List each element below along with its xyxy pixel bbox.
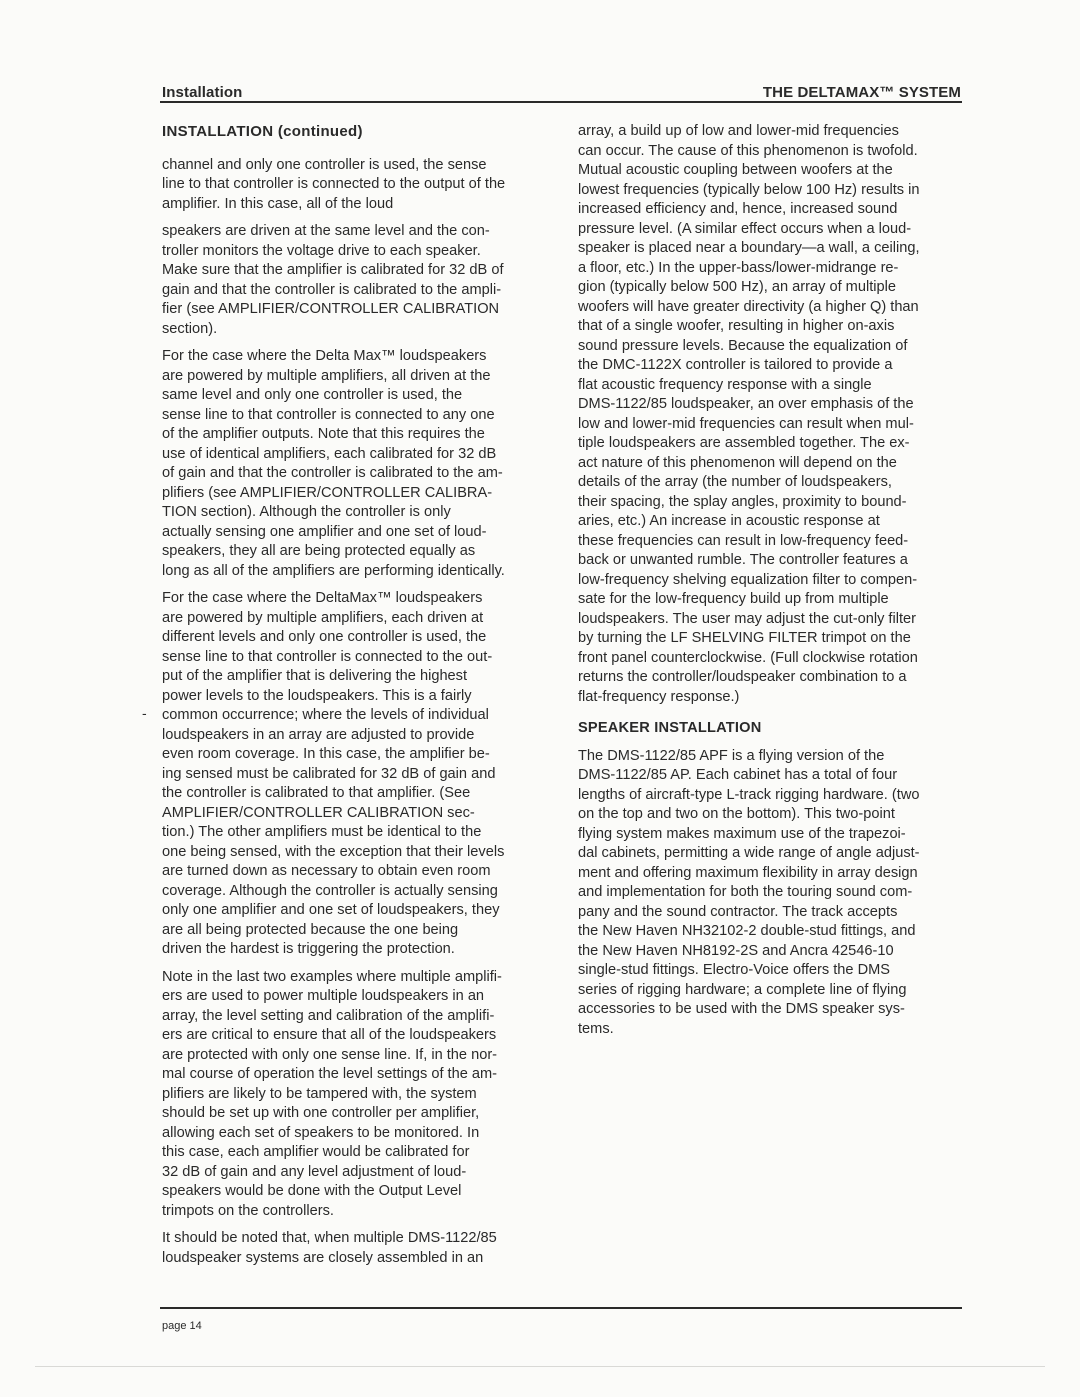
paragraph: The DMS-1122/85 APF is a flying version of the DMS-1122/85 AP. Each cabinet has a total of four lengths of aircraft-type L-track rigging hardware. (two on the top and two on the bottom). This two-point flying system makes maximum use of the trapezoi- dal cabinets, permitting a wide range of angle adjust- ment and offering maximum flexibility in array design and implementation for both the touring sound com- pany and the sound contractor. The track accepts the New Haven NH32102-2 double-stud fittings, and the New Haven NH8192-2S and Ancra 42546-10 single-stud fittings. Electro-Voice offers the DMS series of rigging hardware; a complete line of flying accessories to be used with the DMS speaker sys- tems. — [578, 747, 920, 1037]
paragraph: Note in the last two examples where multiple amplifi- ers are used to power multiple loudspeakers in an array, the level setting and calibration of the amplifi- ers are critical to ensure that all of the loudspeakers are protected with only one sense line. If, in the nor- mal course of operation the level settings of the am- plifiers are likely to be tampered with, the system should be set up with one controller per amplifier, allowing each set of speakers to be monitored. In this case, each amplifier would be calibrated for 32 dB of gain and any level adjustment of loud- speakers would be done with the Output Level trimpots on the controllers. — [162, 968, 502, 1219]
paragraph: For the case where the DeltaMax™ loudspeakers are powered by multiple amplifiers, each driven at different levels and only one controller is used, the sense line to that controller is connected to the out- put of the amplifier that is delivering the highest power levels to the loudspeakers. This is a fairly common occurrence; where the levels of individual loudspeakers in an array are adjusted to provide even room coverage. In this case, the amplifier be- ing sensed must be calibrated for 32 dB of gain and the controller is calibrated to that amplifier. (See AMPLIFIER/CONTROLLER CALIBRATION sec- tion.) The other amplifiers must be identical to the one being sensed, with the exception that their levels are turned down as necessary to obtain even room coverage. Although the controller is actually sensing only one amplifier and one set of loudspeakers, they are all being protected because the one being driven the hardest is triggering the protection. — [162, 590, 505, 957]
section-heading: INSTALLATION (continued) — [162, 123, 363, 140]
paragraph: For the case where the Delta Max™ loudspeakers are powered by multiple amplifiers, all driven at the same level and only one controller is used, the sense line to that controller is connected to any one of the amplifier outputs. Note that this requires the use of identical amplifiers, each calibrated for 32 dB of gain and that the controller is calibrated to the am- plifiers (see AMPLIFIER/CONTROLLER CALIBRA- TION section). Although the controller is only actually sensing one amplifier and one set of loud- speakers, they all are being protected equally as long as all of the amplifiers are performing identically. — [162, 348, 505, 579]
margin-mark: - — [142, 705, 147, 721]
scan-edge-line — [35, 1366, 1045, 1367]
subsection-heading: SPEAKER INSTALLATION — [578, 720, 762, 736]
paragraph: array, a build up of low and lower-mid frequencies can occur. The cause of this phenomenon is twofold. Mutual acoustic coupling between woofers at the lowest frequencies (typically below 100 Hz) results in increased efficiency and, hence, increased sound pressure level. (A similar effect occurs when a loud- speaker is placed near a boundary—a wall, a ceiling, a floor, etc.) In the upper-bass/lower-midrange re- gion (typically below 500 Hz), an array of multiple woofers will have greater directivity (a higher Q) than that of a single woofer, resulting in higher on-axis sound pressure levels. Because the equalization of the DMC-1122X controller is tailored to provide a flat acoustic frequency response with a single DMS-1122/85 loudspeaker, an over emphasis of the low and lower-mid frequencies can result when mul- tiple loudspeakers are assembled together. The ex- act nature of this phenomenon will depend on the details of the array (the number of loudspeakers, their spacing, the splay angles, proximity to bound- aries, etc.) An increase in acoustic response at these frequencies can result in low-frequency feed- back or unwanted rumble. The controller features a low-frequency shelving equalization filter to compen- sate for the low-frequency build up from multiple loudspeakers. The user may adjust the cut-only filter by turning the LF SHELVING FILTER trimpot on the front panel counterclockwise. (Full clockwise rotation returns the controller/loudspeaker combination to a flat-frequency response.) — [578, 123, 920, 705]
running-header-title: THE DELTAMAX™ SYSTEM — [762, 84, 961, 101]
running-header-section: Installation — [162, 84, 243, 101]
page-number: page 14 — [162, 1320, 202, 1332]
right-column — [578, 122, 966, 1047]
paragraph: speakers are driven at the same level and the con- troller monitors the voltage drive to each speaker. Make sure that the amplifier is calibrated for 32 dB of gain and that the controller is calibrated to the ampli- fier (see AMPLIFIER/CONTROLLER CALIBRATION section). — [162, 223, 504, 337]
paragraph: channel and only one controller is used, the sense line to that controller is connected to the output of the amplifier. In this case, all of the loud — [162, 156, 506, 212]
left-column — [162, 122, 550, 1276]
paragraph: It should be noted that, when multiple DMS-1122/85 loudspeaker systems are closely assembled in an — [162, 1230, 497, 1266]
header-rule — [160, 101, 962, 103]
footer-rule — [160, 1307, 962, 1309]
